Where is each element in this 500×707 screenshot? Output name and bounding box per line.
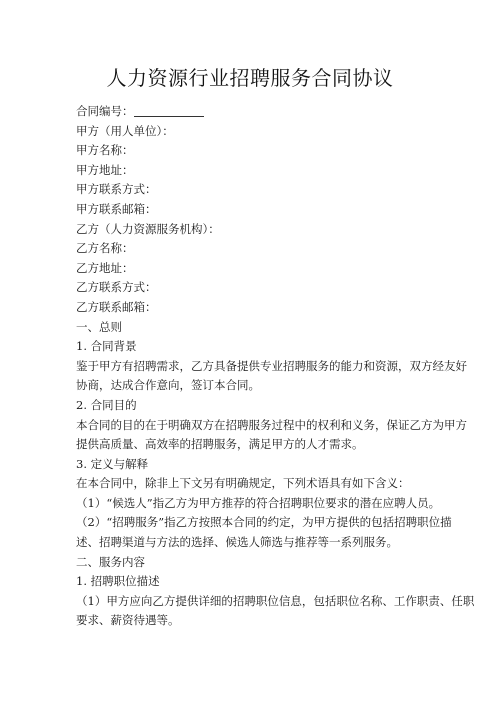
paragraph-line: 协商，达成合作意向，签订本合同。 — [76, 378, 260, 393]
document-title: 人力资源行业招聘服务合同协议 — [106, 66, 394, 90]
paragraph-line: 述、招聘渠道与方法的选择、候选人筛选与推荐等一系列服务。 — [76, 535, 398, 550]
party-a-name: 甲方名称： — [76, 143, 134, 158]
party-a-contact: 甲方联系方式： — [76, 182, 157, 197]
subsection-heading: 1. 合同背景 — [76, 339, 137, 354]
contract-number-label: 合同编号： — [76, 104, 134, 118]
party-b-email: 乙方联系邮箱： — [76, 299, 157, 314]
subsection-heading: 1. 招聘职位描述 — [76, 574, 160, 589]
document-body — [76, 102, 475, 631]
party-b-contact: 乙方联系方式： — [76, 280, 157, 295]
definition-item: （1）“候选人”指乙方为甲方推荐的符合招聘职位要求的潜在应聘人员。 — [76, 495, 441, 510]
paragraph-line: 要求、薪资待遇等。 — [76, 613, 180, 628]
paragraph-line: 鉴于甲方有招聘需求，乙方具备提供专业招聘服务的能力和资源，双方经友好 — [76, 358, 467, 373]
subsection-heading: 3. 定义与解释 — [76, 456, 149, 471]
section-heading-services: 二、服务内容 — [76, 554, 145, 569]
subsection-heading: 2. 合同目的 — [76, 397, 137, 412]
contract-number-blank — [134, 104, 204, 117]
paragraph-line: （1）甲方应向乙方提供详细的招聘职位信息，包括职位名称、工作职责、任职 — [76, 593, 475, 608]
contract-number-line — [76, 102, 434, 122]
section-heading-general: 一、总则 — [76, 319, 122, 334]
paragraph-line: 在本合同中，除非上下文另有明确规定，下列术语具有如下含义： — [76, 476, 410, 491]
paragraph-line: 本合同的目的在于明确双方在招聘服务过程中的权利和义务，保证乙方为甲方 — [76, 417, 467, 432]
party-a-email: 甲方联系邮箱： — [76, 201, 157, 216]
party-b-address: 乙方地址： — [76, 260, 134, 275]
party-b-name: 乙方名称： — [76, 241, 134, 256]
party-b-heading: 乙方（人力资源服务机构）： — [76, 221, 220, 236]
definition-item: （2）“招聘服务”指乙方按照本合同的约定，为甲方提供的包括招聘职位描 — [76, 515, 452, 530]
paragraph-line: 提供高质量、高效率的招聘服务，满足甲方的人才需求。 — [76, 437, 364, 452]
party-a-heading: 甲方（用人单位）： — [76, 123, 174, 138]
party-a-address: 甲方地址： — [76, 162, 134, 177]
